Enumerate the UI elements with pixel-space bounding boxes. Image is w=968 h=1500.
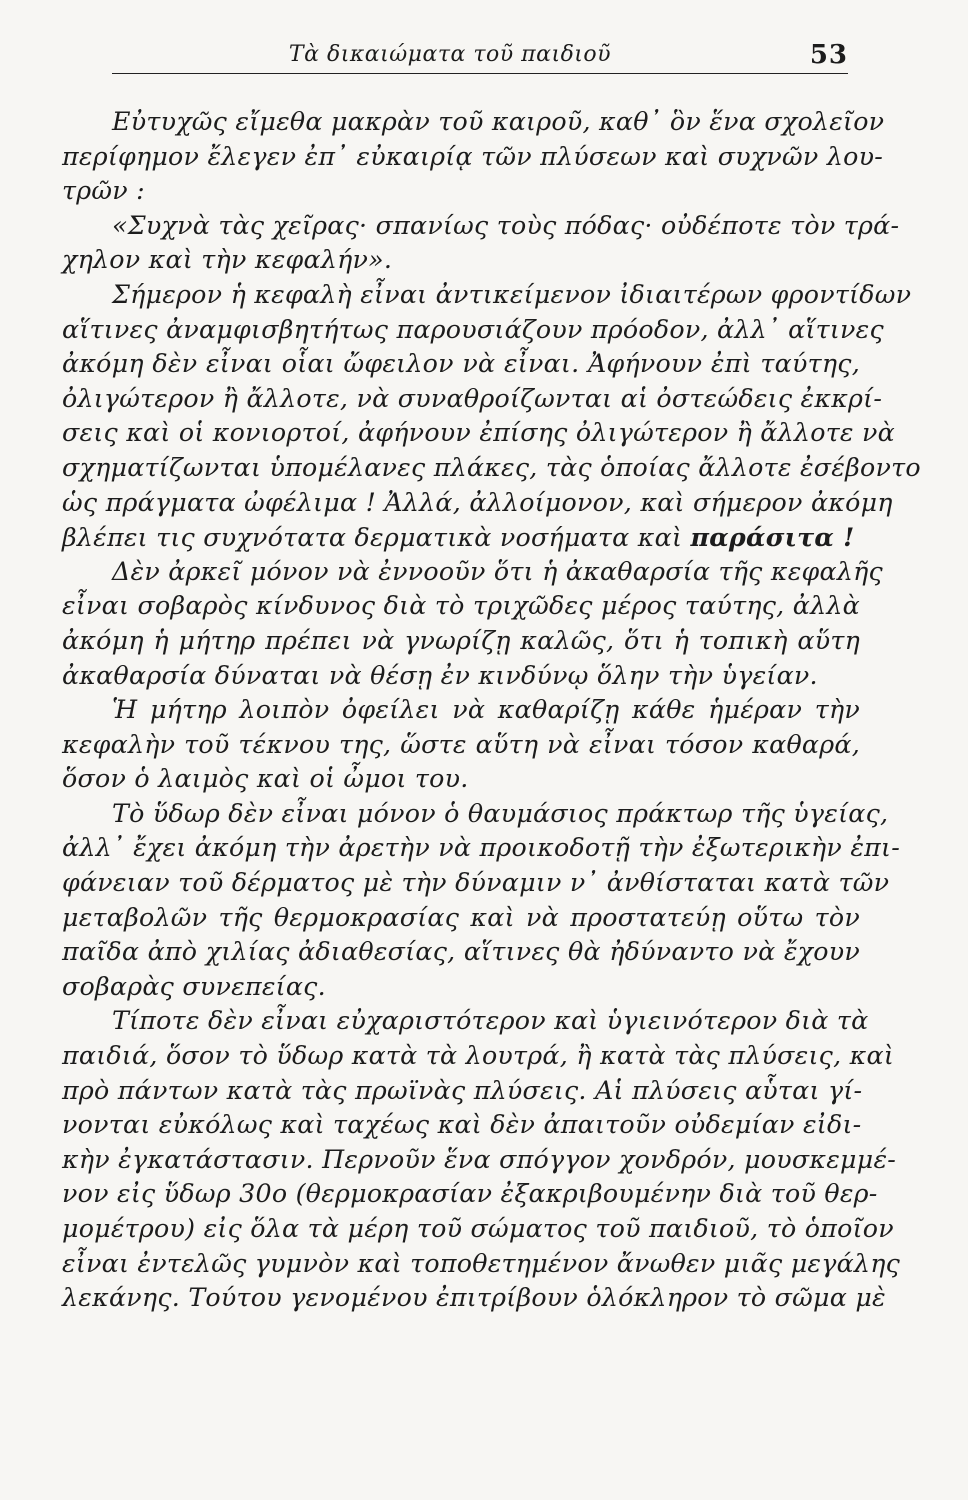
text-line [62, 589, 860, 624]
text-line [62, 555, 883, 590]
text-line [62, 313, 884, 348]
text-line [62, 520, 860, 555]
text-line [62, 416, 896, 451]
line-text: ἀκόμη ἡ μήτηρ πρέπει νὰ γνωρίζῃ καλῶς, ὅτι ἡ τοπικὴ αὕτη [62, 625, 860, 655]
line-text: αἵτινες ἀναμφισβητήτως παρουσιάζουν πρόοδον, ἀλλ᾽ αἵτινες [62, 314, 884, 344]
text-line [62, 762, 860, 797]
text-line [62, 105, 885, 140]
line-text: κὴν ἐγκατάστασιν. Περνοῦν ἕνα σπόγγον χονδρόν, μουσκεμμέ- [62, 1144, 897, 1174]
line-text: τρῶν : [62, 176, 145, 206]
line-text: Τὸ ὕδωρ δὲν εἶναι μόνον ὁ θαυμάσιος πράκτωρ τῆς ὑγείας, [112, 798, 889, 828]
text-line [62, 1247, 901, 1282]
line-text: πρὸ πάντων κατὰ τὰς πρωϊνὰς πλύσεις. Αἱ πλύσεις αὗται γί- [62, 1075, 863, 1105]
line-text: μεταβολῶν τῆς θερμοκρασίας καὶ νὰ προστατεύῃ οὕτω τὸν [62, 902, 860, 932]
line-text: φάνειαν τοῦ δέρματος μὲ τὴν δύναμιν ν᾽ ἀνθίσταται κατὰ τῶν [62, 868, 890, 898]
text-line [62, 140, 884, 175]
paragraph [62, 1004, 901, 1315]
text-line [62, 1004, 869, 1039]
text-line [62, 1281, 886, 1316]
text-line [62, 693, 860, 728]
line-text: ἀκαθαρσία δύναται νὰ θέσῃ ἐν κινδύνῳ ὅλην τὴν ὑγείαν. [62, 660, 818, 690]
paragraph [62, 797, 901, 1005]
header-rule [112, 73, 848, 74]
text-line [62, 659, 860, 694]
line-text: ἀκόμη δὲν εἶναι οἷαι ὤφειλον νὰ εἶναι. Ἀφήνουν ἐπὶ ταύτης, [62, 349, 860, 379]
text-line [62, 797, 889, 832]
text-line [62, 1143, 897, 1178]
line-text: κεφαλὴν τοῦ τέκνου της, ὥστε αὕτη νὰ εἶναι τόσον καθαρά, [62, 729, 860, 759]
text-line [62, 1074, 863, 1109]
line-text: σοβαρὰς συνεπείας. [62, 971, 326, 1001]
text-line [62, 831, 901, 866]
text-line [62, 970, 860, 1005]
line-text: ὡς πράγματα ὠφέλιμα ! Ἀλλά, ἀλλοίμονον, καὶ σήμερον ἀκόμη [62, 487, 893, 517]
line-text: παῖδα ἀπὸ χιλίας ἀδιαθεσίας, αἵτινες θὰ ἠδύναντο νὰ ἔχουν [62, 937, 860, 967]
running-title: Τὰ δικαιώματα τοῦ παιδιοῦ [288, 42, 612, 67]
paragraph [62, 693, 860, 797]
text-line [62, 278, 912, 313]
text-line [62, 347, 860, 382]
line-text: εἶναι ἐντελῶς γυμνὸν καὶ τοποθετημένον ἄνωθεν μιᾶς μεγάλης [62, 1248, 901, 1278]
page-number: 53 [809, 40, 848, 70]
text-line [62, 1108, 860, 1143]
emphasized-word: παράσιτα ! [690, 522, 855, 553]
line-text: Ἡ μήτηρ λοιπὸν ὀφείλει νὰ καθαρίζῃ κάθε ἡμέραν τὴν [112, 695, 860, 725]
line-text: περίφημον ἔλεγεν ἐπ᾽ εὐκαιρίᾳ τῶν πλύσεων καὶ συχνῶν λου- [62, 141, 884, 171]
text-line [62, 935, 860, 970]
paragraph [62, 278, 921, 555]
line-text: σχηματίζωνται ὑπομέλανες πλάκες, τὰς ὁποίας ἄλλοτε ἐσέβοντο [62, 452, 921, 482]
line-text: νονται εὐκόλως καὶ ταχέως καὶ δὲν ἀπαιτοῦν οὐδεμίαν εἰδι- [62, 1110, 862, 1140]
text-line [62, 624, 860, 659]
text-line [62, 866, 890, 901]
line-text: σεις καὶ οἱ κονιορτοί, ἀφήνουν ἐπίσης ὀλιγώτερον ἢ ἄλλοτε νὰ [62, 418, 896, 448]
line-text: ὅσον ὁ λαιμὸς καὶ οἱ ὦμοι του. [62, 764, 469, 794]
text-line [62, 243, 860, 278]
line-text: Δὲν ἀρκεῖ μόνον νὰ ἐννοοῦν ὅτι ἡ ἀκαθαρσία τῆς κεφαλῆς [112, 556, 883, 586]
text-line [62, 1039, 894, 1074]
paragraph [62, 209, 900, 278]
line-text: μομέτρου) εἰς ὅλα τὰ μέρη τοῦ σώματος τοῦ παιδιοῦ, τὸ ὁποῖον [62, 1214, 894, 1243]
text-line [62, 728, 860, 763]
line-text: ἀλλ᾽ ἔχει ἀκόμη τὴν ἀρετὴν νὰ προικοδοτῇ τὴν ἐξωτερικὴν ἐπι- [62, 833, 901, 863]
line-text: εἶναι σοβαρὸς κίνδυνος διὰ τὸ τριχῶδες μέρος ταύτης, ἀλλὰ [62, 591, 860, 621]
line-text: ὀλιγώτερον ἢ ἄλλοτε, νὰ συναθροίζωνται αἱ ὀστεώδεις ἐκκρί- [62, 383, 883, 413]
text-line [62, 174, 860, 209]
line-text: νον εἰς ὕδωρ 30ο (θερμοκρασίαν ἐξακριβουμένην διὰ τοῦ θερ- [62, 1179, 878, 1209]
line-text: Σήμερον ἡ κεφαλὴ εἶναι ἀντικείμενον ἰδιαιτέρων φροντίδων [112, 279, 912, 309]
body-text [62, 105, 921, 1316]
line-text: χηλον καὶ τὴν κεφαλήν». [62, 245, 393, 275]
text-line [62, 1177, 878, 1212]
running-header [112, 38, 848, 72]
text-line [62, 486, 893, 521]
line-text: βλέπει τις συχνότατα δερματικὰ νοσήματα καὶ [62, 523, 683, 553]
line-text: παιδιά, ὅσον τὸ ὕδωρ κατὰ τὰ λουτρά, ἢ κατὰ τὰς πλύσεις, καὶ [62, 1041, 894, 1071]
line-text: «Συχνὰ τὰς χεῖρας· σπανίως τοὺς πόδας· οὐδέποτε τὸν τρά- [112, 210, 900, 240]
line-text: λεκάνης. Τούτου γενομένου ἐπιτρίβουν ὁλόκληρον τὸ σῶμα μὲ [62, 1283, 886, 1313]
text-line [62, 1212, 894, 1247]
paragraph [62, 555, 883, 693]
text-line [62, 209, 900, 244]
text-line [62, 451, 921, 486]
text-line [62, 382, 883, 417]
text-line [62, 901, 860, 936]
line-text: Εὐτυχῶς εἴμεθα μακρὰν τοῦ καιροῦ, καθ᾽ ὃν ἕνα σχολεῖον [112, 107, 885, 136]
line-text: Τίποτε δὲν εἶναι εὐχαριστότερον καὶ ὑγιεινότερον διὰ τὰ [112, 1006, 869, 1036]
paragraph [62, 105, 885, 209]
